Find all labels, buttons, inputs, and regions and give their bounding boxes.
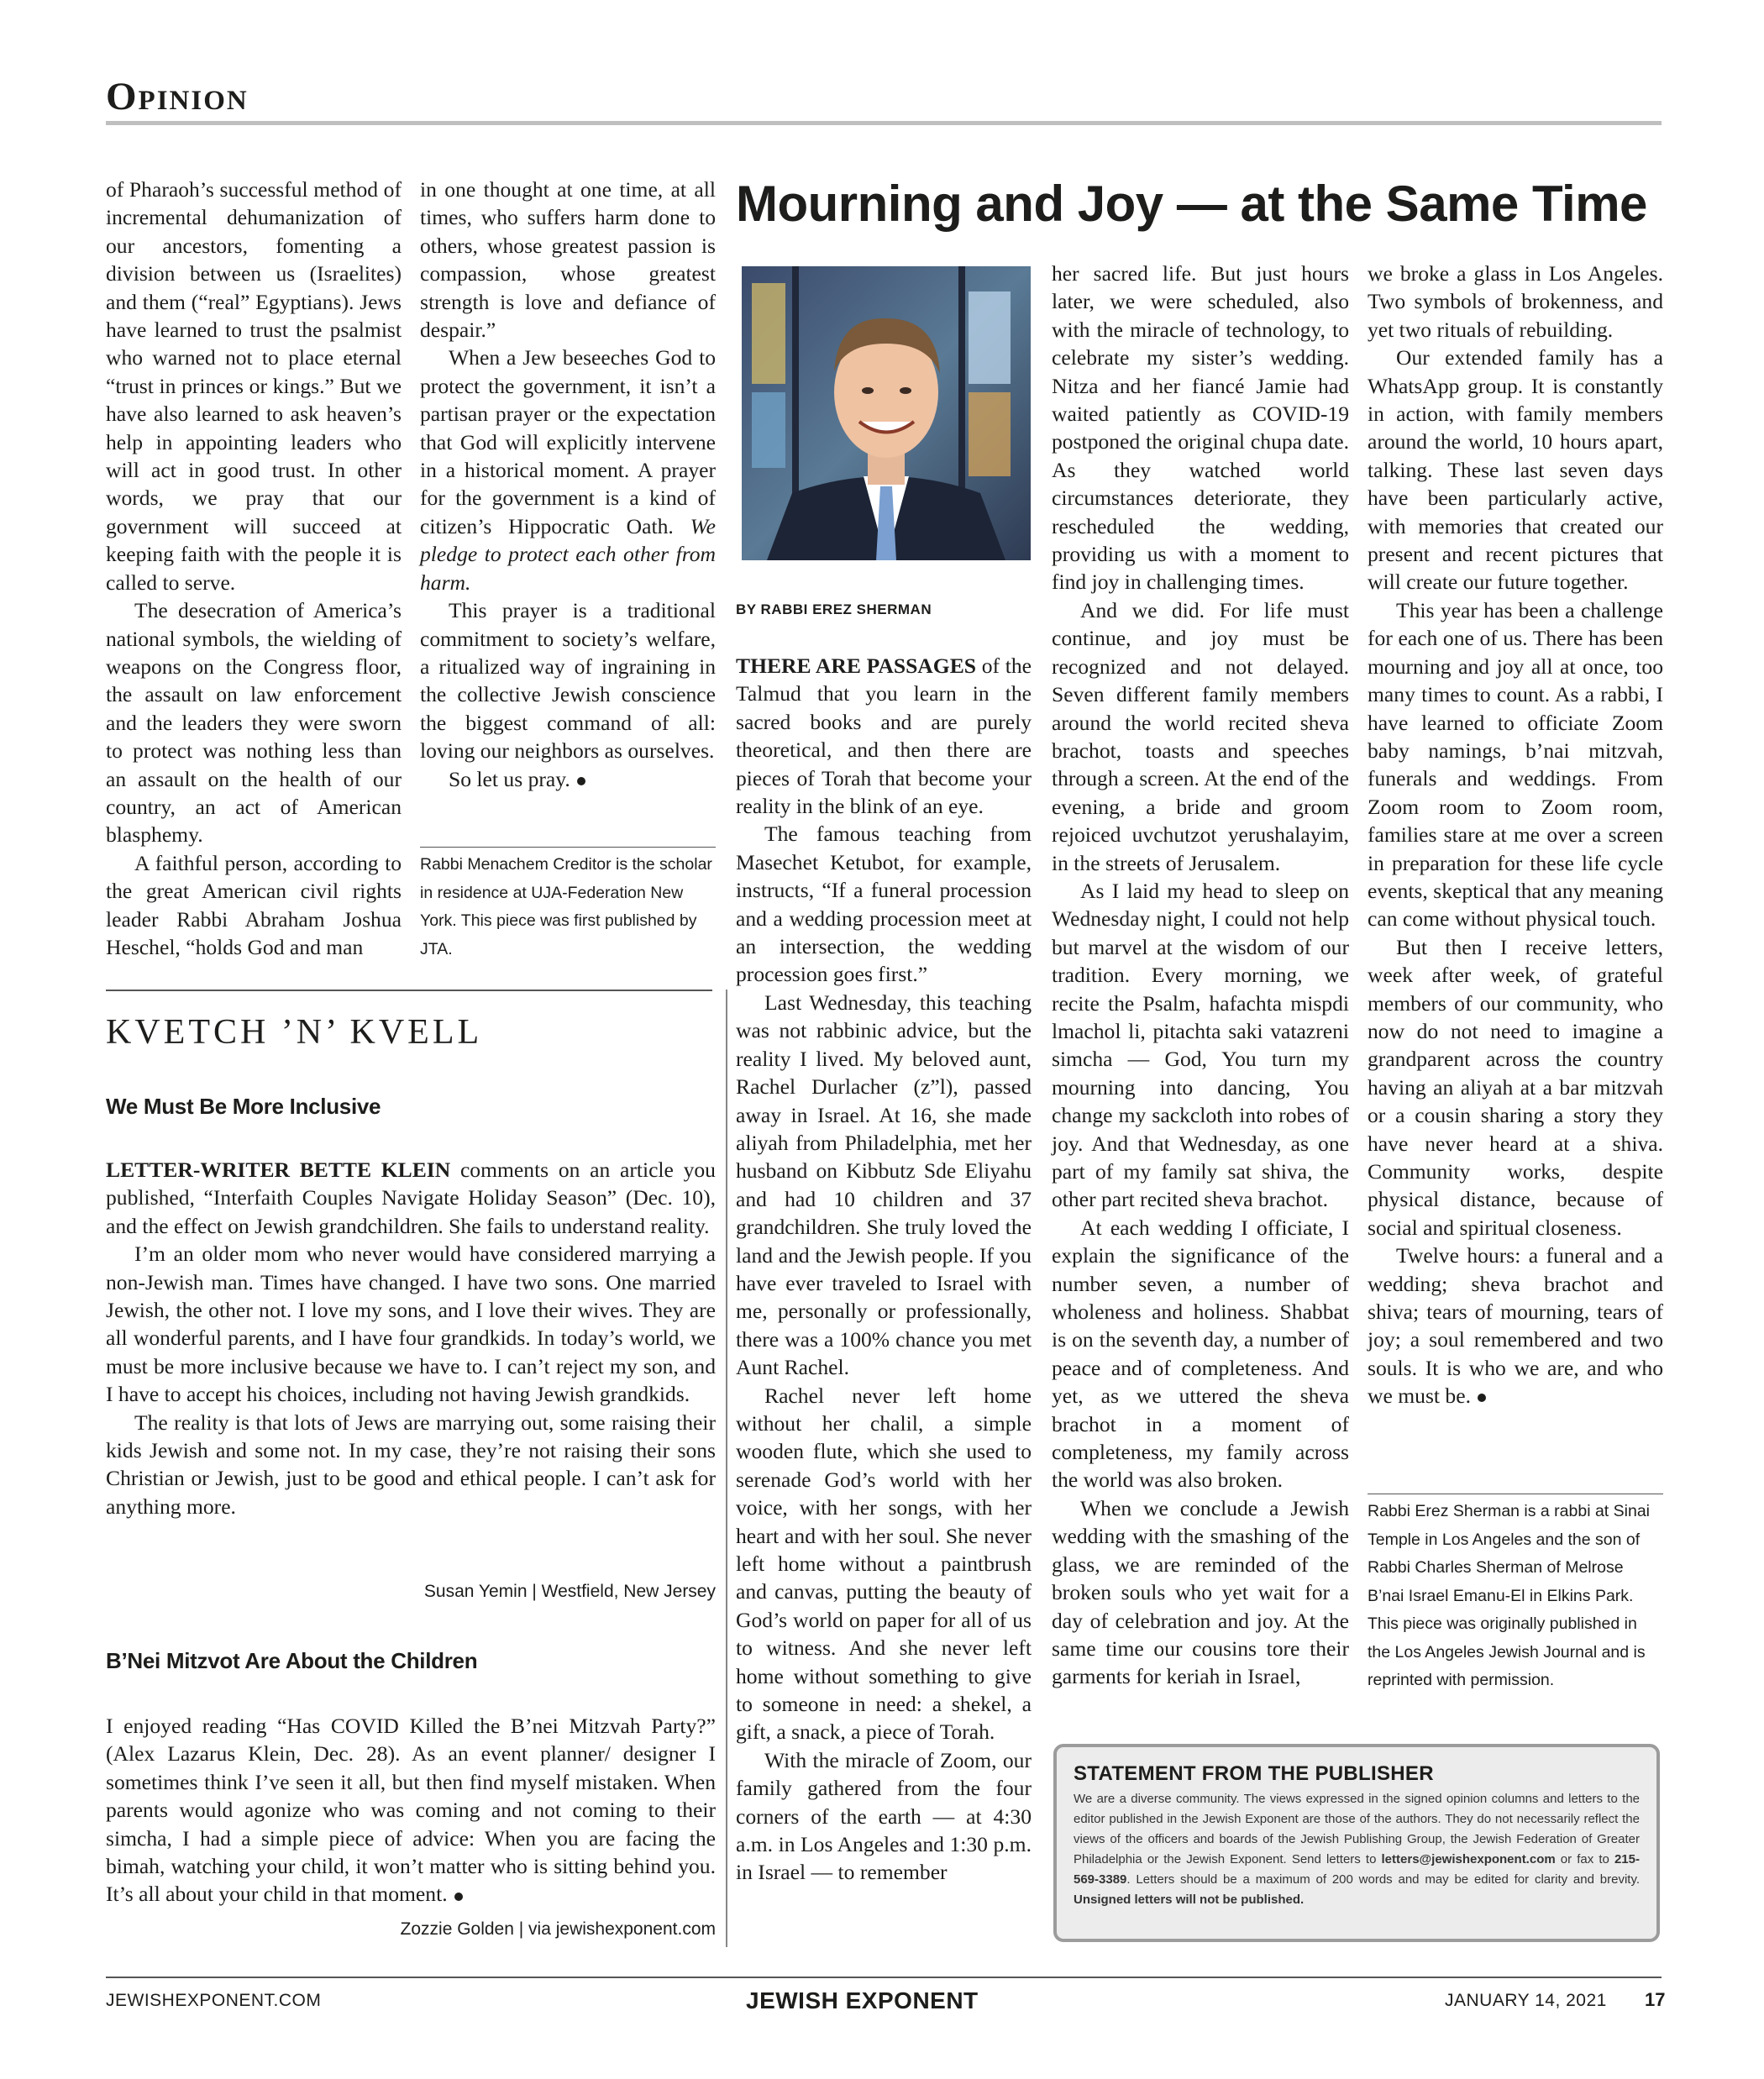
- left-article-col1: [106, 176, 402, 961]
- header-rule: [106, 121, 1662, 125]
- paragraph: The desecration of America’s national symbols, the wielding of weapons on the Congress floor, the assault on law enforcement and the leaders they were sworn to protect was nothing less than an assault on the health of our country, an act of American blasphemy.: [106, 598, 402, 848]
- paragraph: The famous teaching from Masechet Ketubot, for example, instructs, “If a funeral procession and a wedding procession meet at an intersection, the wedding procession goes first.”: [736, 822, 1032, 987]
- statement-bold-text: Unsigned letters will not be published.: [1074, 1893, 1305, 1907]
- statement-text: We are a diverse community. The views expressed in the signed opinion columns and letters to the editor published in the Jewish Exponent are those of the authors. They do not necessarily reflect the views of the officers and boards of the Jewish Publishing Group, the Jewish Federation of Greater Philadelphia or the Jewish Exponent. Send letters to: [1074, 1792, 1640, 1866]
- author-photo-graphic: [742, 266, 1031, 560]
- paragraph-text: comments on an article you published, “Interfaith Couples Navigate Holiday Season” (Dec. 10), and the effect on Jewish grandchildren. She fails to understand reality.: [106, 1158, 716, 1238]
- paragraph: A faithful person, according to the great American civil rights leader Rabbi Abraham Joshua Heschel, “holds God and man: [106, 850, 402, 959]
- end-mark-icon: [1478, 1394, 1486, 1402]
- lead-in: LETTER-WRITER BETTE KLEIN: [106, 1158, 451, 1182]
- letter-body: [106, 1156, 716, 1520]
- main-article-col1: [736, 652, 1032, 1887]
- paragraph-text: So let us pray.: [449, 766, 570, 791]
- paragraph: At each wedding I officiate, I explain the significance of the number seven, a number of wholeness and holiness. Shabbat is on the seventh day, a number of peace and of completeness. And yet, as we uttered the sheva brachot in a moment of completeness, my family across the world was also broken.: [1052, 1215, 1349, 1493]
- page-number: 17: [1645, 1989, 1666, 2010]
- letter-body: [106, 1712, 716, 1908]
- statement-text: . Letters should be a maximum of 200 words and may be edited for clarity and brevity.: [1126, 1872, 1640, 1887]
- publisher-statement-box: [1053, 1744, 1660, 1942]
- paragraph: [106, 1156, 716, 1240]
- letter-heading: B’Nei Mitzvot Are About the Children: [106, 1648, 478, 1673]
- letters-section-title: KVETCH ’N’ KVELL: [106, 1013, 483, 1052]
- paragraph: we broke a glass in Los Angeles. Two symbols of brokenness, and yet two rituals of rebuilding.: [1368, 261, 1663, 342]
- publisher-statement-title: STATEMENT FROM THE PUBLISHER: [1074, 1762, 1434, 1785]
- footer-date: JANUARY 14, 2021: [1445, 1991, 1607, 2010]
- paragraph: Last Wednesday, this teaching was not rabbinic advice, but the reality I lived. My beloved aunt, Rachel Durlacher (z”l), passed away in Israel. At 16, she made aliyah from Philadelphia, met her husband on Kibbutz Sde Eliyahu and had 10 children and 37 grandchildren. She truly loved the land and the Jewish people. If you have ever traveled to Israel with me, personally or professionally, there was a 100% chance you met Aunt Rachel.: [736, 990, 1032, 1380]
- main-article-col3: [1368, 260, 1663, 1410]
- paragraph: Our extended family has a WhatsApp group. It is constantly in action, with family members around the world, 10 hours apart, talking. These last seven days have been particularly active, with memories that created our present and recent pictures that will create our future together.: [1368, 345, 1663, 595]
- paragraph-text: I enjoyed reading “Has COVID Killed the B’nei Mitzvah Party?” (Alex Lazarus Klein, Dec. 28). As an event planner/ designer I sometimes think I’ve seen it all, but then find myself mistaken. When parents would agonize who was coming and not coming to their simcha, I had a simple piece of advice: When you are facing the bimah, watching your child, it won’t matter who is sitting behind you. It’s all about your child in that moment.: [106, 1714, 716, 1907]
- publisher-statement-body: [1074, 1789, 1640, 1910]
- letters-email-link[interactable]: letters@jewishexponent.com: [1381, 1852, 1556, 1866]
- section-rule: [106, 990, 712, 991]
- lead-in: THERE ARE PASSAGES: [736, 654, 977, 678]
- end-mark-icon: [577, 777, 585, 785]
- letter-signature: Susan Yemin | Westfield, New Jersey: [423, 1582, 716, 1601]
- paragraph-text: of the Talmud that you learn in the sacred books and are purely theoretical, and then there are pieces of Torah that become your reality in the blink of an eye.: [736, 654, 1032, 819]
- author-bio: Rabbi Erez Sherman is a rabbi at Sinai Temple in Los Angeles and the son of Rabbi Charles Sherman of Melrose B’nai Israel Emanu-El in Elkins Park. This piece was originally published in the Los Angeles Jewish Journal and is reprinted with permission.: [1368, 1494, 1663, 1695]
- paragraph: I’m an older mom who never would have considered marrying a non-Jewish man. Times have changed. I have two sons. One married Jewish, the other not. I love my sons, and I love their wives. They are all wonderful parents, and I have four grandkids. In today’s world, we must be more inclusive because we have to. I can’t reject my son, and I have to accept his choices, including not having Jewish grandkids.: [106, 1242, 716, 1407]
- paragraph-text: When a Jew beseeches God to protect the government, it isn’t a partisan prayer or the expectation that God will explicitly intervene in a historical moment. A prayer for the government is a kind of citizen’s Hippocratic Oath.: [420, 345, 716, 538]
- paragraph: And we did. For life must continue, and joy must be recognized and not delayed. Seven different family members around the world recited sheva brachot, toasts and speeches through a screen. At the end of the evening, a bride and groom rejoiced uvchutzot yerushalayim, in the streets of Jerusalem.: [1052, 597, 1349, 875]
- statement-text: or fax to: [1555, 1852, 1614, 1866]
- section-title: Opinion: [106, 75, 249, 118]
- paragraph: This prayer is a traditional commitment to society’s welfare, a ritualized way of ingraining in the collective Jewish conscience the biggest command of all: loving our neighbors as ourselves.: [420, 598, 716, 764]
- paragraph: With the miracle of Zoom, our family gathered from the four corners of the earth — at 4:30 a.m. in Los Angeles and 1:30 p.m. in Israel — to remember: [736, 1747, 1032, 1885]
- paragraph: of Pharaoh’s successful method of incremental dehumanization of our ancestors, fomenting a division between us (Israelites) and them (“real” Egyptians). Jews have learned to trust the psalmist who warned not to place eternal “trust in princes or kings.” But we have also learned to ask heaven’s help in appointing leaders who will act in good trust. In other words, we pray that our government will succeed at keeping faith with the people it is called to serve.: [106, 177, 402, 595]
- left-article-col2: [420, 176, 716, 793]
- byline: BY RABBI EREZ SHERMAN: [736, 601, 932, 617]
- letter-heading: We Must Be More Inclusive: [106, 1094, 381, 1119]
- paragraph: her sacred life. But just hours later, we were scheduled, also with the miracle of technology, to celebrate my sister’s wedding. Nitza and her fiancé Jamie had waited patiently as COVID-19 postponed the original chupa date. As they watched world circumstances deteriorate, they rescheduled the wedding, providing us with a moment to find joy in challenging times.: [1052, 261, 1349, 595]
- paragraph: The reality is that lots of Jews are marrying out, some raising their kids Jewish and some not. In my case, they’re not raising their sons Christian or Jewish, just to be good and ethical people. I can’t ask for anything more.: [106, 1410, 716, 1519]
- column-divider: [726, 990, 727, 1947]
- paragraph: [420, 765, 716, 793]
- paragraph: When we conclude a Jewish wedding with the smashing of the glass, we are reminded of the broken souls who yet wait for a day of celebration and joy. At the same time our cousins tore their garments for keriah in Israel,: [1052, 1495, 1349, 1689]
- footer-website[interactable]: JEWISHEXPONENT.COM: [106, 1991, 322, 2010]
- footer-publication-name: JEWISH EXPONENT: [746, 1987, 979, 2013]
- footer-rule: [106, 1977, 1662, 1978]
- paragraph: [736, 652, 1032, 820]
- paragraph: This year has been a challenge for each one of us. There has been mourning and joy all at once, too many times to count. As a rabbi, I have learned to officiate Zoom baby namings, b’nai mitzvah, funerals and weddings. From Zoom room to Zoom room, families stare at me over a screen in preparation for these life cycle events, skeptical that any meaning can come without physical touch.: [1368, 597, 1663, 932]
- fax-number: 215-569-3389: [1074, 1852, 1640, 1887]
- paragraph: Rachel never left home without her chalil, a simple wooden flute, which she used to serenade God’s world with her voice, with her songs, with her heart and with her soul. She never left home without a paintbrush and canvas, putting the beauty of God’s world on paper for all of us to witness. And she never left home without something to give to someone in need: a shekel, a gift, a snack, a piece of Torah.: [736, 1383, 1032, 1745]
- paragraph: But then I receive letters, week after week, of grateful members of our community, who now do not need to imagine a grandparent across the country having an aliyah at a bar mitzvah or a cousin sharing a story they have never heard at a shiva. Community works, despite physical distance, because of social and spiritual closeness.: [1368, 934, 1663, 1240]
- paragraph: [420, 344, 716, 596]
- paragraph: [106, 1712, 716, 1908]
- paragraph: in one thought at one time, at all times, who suffers harm done to others, whose greatest passion is compassion, whose greatest strength is love and defiance of despair.”: [420, 177, 716, 343]
- main-article-col2: [1052, 260, 1349, 1691]
- paragraph-text: Twelve hours: a funeral and a wedding; sheva brachot and shiva; tears of mourning, tears of joy; a soul remembered and two souls. It is who we are, and who we must be.: [1368, 1243, 1663, 1409]
- headline: Mourning and Joy — at the Same Time: [736, 176, 1647, 232]
- author-photo: [742, 266, 1031, 560]
- author-bio: Rabbi Menachem Creditor is the scholar in residence at UJA-Federation New York. This piece was first published by JTA.: [420, 847, 716, 963]
- letter-signature: Zozzie Golden | via jewishexponent.com: [400, 1919, 716, 1939]
- paragraph: As I laid my head to sleep on Wednesday night, I could not help but marvel at the wisdom of our tradition. Every morning, we recite the Psalm, hafachta mispdi lmachol li, pitachta saki vatazreni simcha — God, You turn my mourning into dancing, You change my sackcloth into robes of joy. And that Wednesday, as one part of my family sat shiva, the other part recited sheva brachot.: [1052, 878, 1349, 1212]
- italic-text: We pledge to protect each other from harm.: [420, 513, 716, 595]
- end-mark-icon: [454, 1893, 463, 1901]
- paragraph: [1368, 1242, 1663, 1410]
